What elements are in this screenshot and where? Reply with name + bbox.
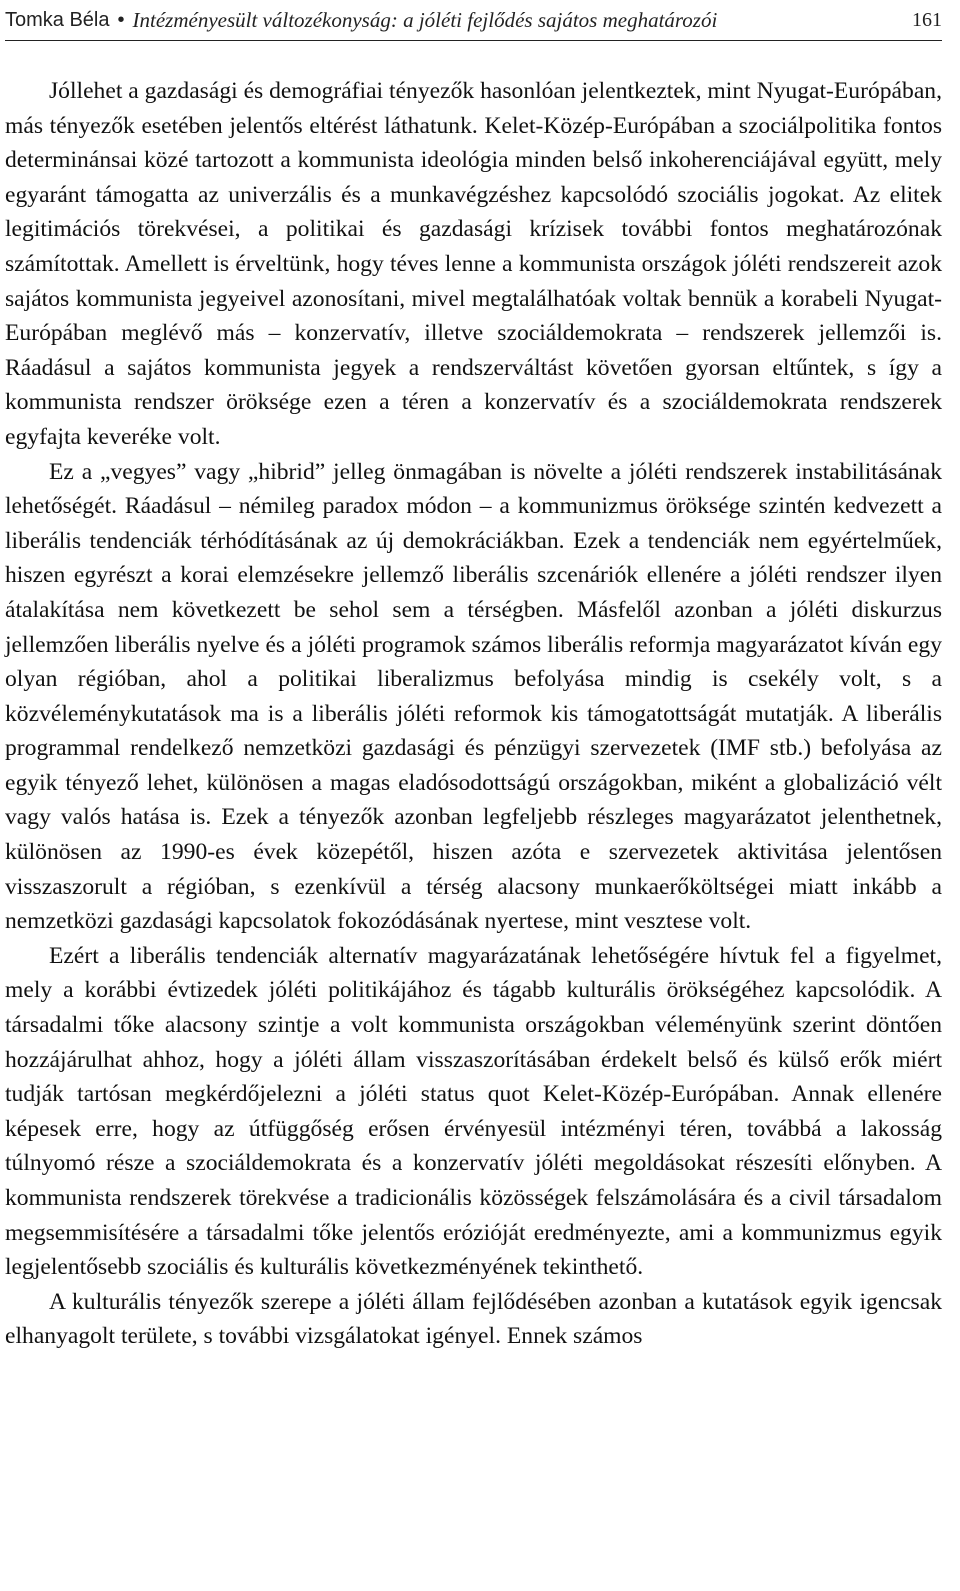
paragraph: Ez a „vegyes” vagy „hibrid” jelleg önmagában is növelte a jóléti rendszerek instabilitásának lehetőségét. Ráadásul – némileg paradox módon – a kommunizmus öröksége szintén kedvezett a liberális tendenciák térhódításának az új demokráciákban. Ezek a tendenciák nem egyértelműek, hiszen egyrészt a korai elemzésekre jellemző liberális szcenáriók ellenére a jóléti rendszer ilyen átalakítása nem következett be sehol sem a térségben. Másfelől azonban a jóléti diskurzus jellemzően liberális nyelve és a jóléti programok számos liberális reformja magyarázatot kíván egy olyan régióban, ahol a politikai liberalizmus befolyása mindig is csekély volt, s a közvéleménykutatások ma is a liberális jóléti reformok kis támogatottságát mutatják. A liberális programmal rendelkező nemzetközi gazdasági és pénzügyi szervezetek (IMF stb.) befolyása az egyik tényező lehet, különösen a magas eladósodottságú országokban, miként a globalizáció vélt vagy valós hatása is. Ezek a tényezők azonban legfeljebb részleges magyarázatot jelenthetnek, különösen az 1990-es évek közepétől, hiszen azóta e szervezetek aktivitása jelentősen visszaszorult a régióban, s ezenkívül a térség alacsony munkaerőköltségei miatt inkább a nemzetközi gazdasági kapcsolatok fokozódásának nyertese, mint vesztese volt. bbox=[5, 458, 942, 935]
page-number: 161 bbox=[912, 8, 942, 31]
running-header bbox=[5, 0, 942, 41]
header-title: Intézményesült változékonyság: a jóléti fejlődés sajátos meghatározói bbox=[132, 7, 718, 32]
paragraph: A kulturális tényezők szerepe a jóléti állam fejlődésében azonban a kutatások egyik igencsak elhanyagolt területe, s további vizsgálatokat igényel. Ennek számos bbox=[5, 1288, 942, 1350]
paragraph: Ezért a liberális tendenciák alternatív magyarázatának lehetőségére hívtuk fel a figyelmet, mely a korábbi évtizedek jóléti politikájához és tágabb kulturális örökségéhez kapcsolódik. A társadalmi tőke alacsony szintje a volt kommunista országokban véleményünk szerint döntően hozzájárulhat ahhoz, hogy a jóléti állam visszaszorításában érdekelt belső és külső erők miért tudják tartósan megkérdőjelezni a jóléti status quot Kelet-Közép-Európában. Annak ellenére képesek erre, hogy az útfüggőség erősen érvényesül intézményi téren, továbbá a lakosság túlnyomó része a szociáldemokrata és a konzervatív jóléti megoldásokat részesíti előnyben. A kommunista rendszerek törekvése a tradicionális közösségek felszámolására és a civil társadalom megsemmisítésére a társadalmi tőke jelentős erózióját eredményezte, ami a kommunizmus egyik legjelentősebb szociális és kulturális következményének tekinthető. bbox=[5, 942, 942, 1281]
paragraph: Jóllehet a gazdasági és demográfiai tényezők hasonlóan jelentkeztek, mint Nyugat-Európában, más tényezők esetében jelentős eltérést láthatunk. Kelet-Közép-Európában a szociálpolitika fontos determinánsai közé tartozott a kommunista ideológia minden belső inkoherenciájával együtt, mely egyaránt támogatta az univerzális és a munkavégzéshez kapcsolódó szociális jogokat. Az elitek legitimációs törekvései, a politikai és gazdasági krízisek további fontos meghatározónak számítottak. Amellett is érveltünk, hogy téves lenne a kommunista országok jóléti rendszereit azok sajátos kommunista jegyeivel azonosítani, mivel megtalálhatóak voltak bennük a korabeli Nyugat-Európában meglévő más – konzervatív, illetve szociáldemokrata – rendszerek jellemzői is. Ráadásul a sajátos kommunista jegyek a rendszerváltást követően gyorsan eltűntek, s így a kommunista rendszer öröksége ezen a téren a konzervatív és a szociáldemokrata rendszerek egyfajta keveréke volt. bbox=[5, 78, 942, 450]
header-author: Tomka Béla bbox=[5, 8, 110, 31]
body-text bbox=[5, 74, 942, 1354]
header-bullet: • bbox=[117, 8, 125, 31]
